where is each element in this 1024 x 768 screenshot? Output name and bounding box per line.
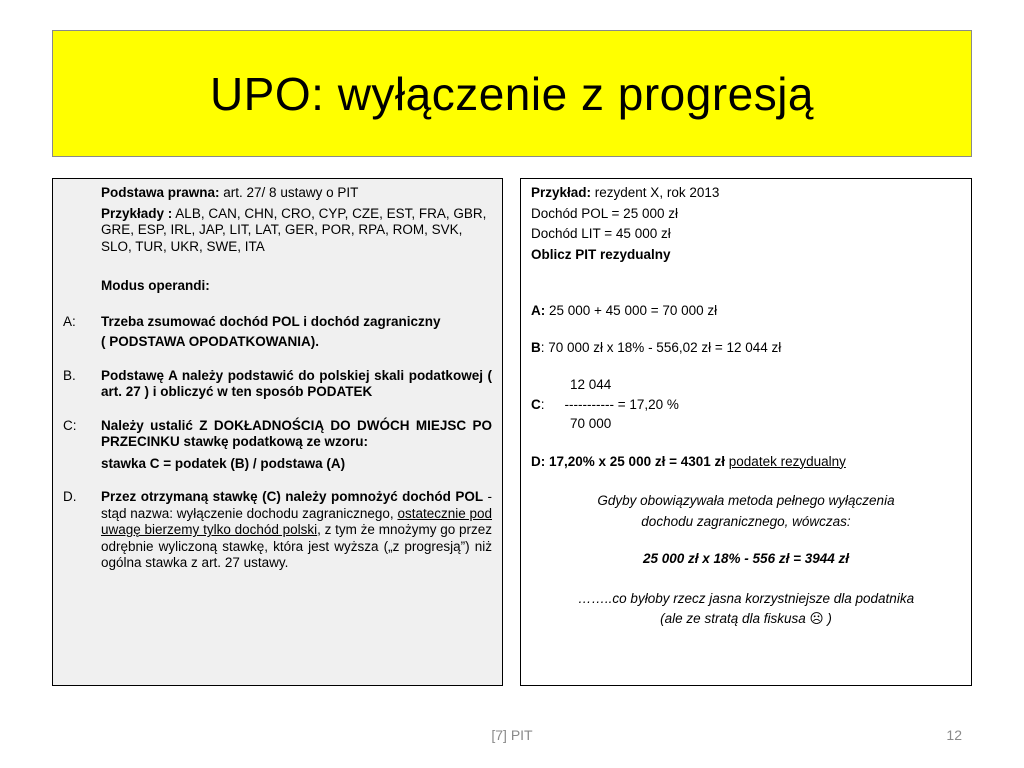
income-lit: Dochód LIT = 45 000 zł (531, 226, 671, 241)
step-d-underlined: ostatecznie pod uwagę bierzemy tylko dochód polski (101, 505, 493, 537)
examples-value: ALB, CAN, CHN, CRO, CYP, CZE, EST, FRA, GBR, GRE, ESP, IRL, JAP, LIT, LAT, GER, POR, RPA, ROM, SVK, SLO, TUR, UKR, SWE, ITA (101, 205, 487, 254)
examples-row (63, 206, 492, 256)
note-line-2: dochodu zagranicznego, wówczas: (641, 513, 851, 529)
full-exemption-calc: 25 000 zł x 18% - 556 zł = 3944 zł (642, 551, 849, 566)
legal-basis-value: art. 27/ 8 ustawy o PIT (219, 185, 359, 200)
fraction-numerator: 12 044 (570, 377, 612, 392)
step-d-bold: Przez otrzymaną stawkę (C) należy pomnożyć dochód POL (101, 489, 484, 504)
left-panel (52, 178, 503, 686)
modus-heading: Modus operandi: (101, 278, 210, 293)
result-a-value: 25 000 + 45 000 = 70 000 zł (545, 303, 718, 318)
note-line-1: Gdyby obowiązywała metoda pełnego wyłączenia (597, 493, 895, 508)
example-label: Przykład: (531, 185, 592, 200)
examples-label: Przykłady : (101, 205, 173, 221)
result-b-label: B (531, 339, 541, 355)
slide-number: 12 (946, 727, 962, 743)
step-c-text: Należy ustalić Z DOKŁADNOŚCIĄ DO DWÓCH MIEJSC PO PRZECINKU stawkę podatkową ze wzoru: (101, 417, 492, 449)
step-a-marker: A: (63, 313, 76, 329)
result-d-bold: D: 17,20% x 25 000 zł = 4301 zł (531, 453, 726, 469)
step-c-formula-row (63, 456, 492, 473)
step-c-marker: C: (63, 417, 77, 433)
fraction-line: ----------- = 17,20 % (564, 396, 679, 412)
step-a (63, 314, 492, 331)
final-line-2 (531, 611, 961, 628)
step-d-marker: D. (63, 489, 77, 504)
result-b (531, 340, 961, 357)
title-box (52, 30, 972, 157)
step-d-text (101, 489, 492, 572)
result-d-underlined: podatek rezydualny (728, 453, 846, 469)
compute-heading: Oblicz PIT rezydualny (531, 246, 671, 262)
modus-row (63, 278, 492, 295)
legal-basis-label: Podstawa prawna: (101, 185, 220, 200)
right-panel (520, 178, 972, 686)
footer-center: [7] PIT (491, 727, 533, 743)
result-d (531, 454, 961, 471)
example-value: rezydent X, rok 2013 (591, 185, 720, 200)
example-line (531, 185, 961, 202)
step-d-plain2: , z tym że mnożymy go przez odrębnie wyliczoną stawkę, która jest wyższa („z progresją”) niż ogólna stawka z art. 27 ustawy. (101, 522, 492, 570)
step-a-text2: ( PODSTAWA OPODATKOWANIA). (101, 334, 319, 349)
step-c (63, 418, 492, 451)
income-pol: Dochód POL = 25 000 zł (531, 205, 678, 221)
step-a-text: Trzeba zsumować dochód POL i dochód zagraniczny (101, 313, 441, 329)
result-c-label: C (531, 396, 541, 412)
step-b-text: Podstawę A należy podstawić do polskiej skali podatkowej ( art. 27 ) i obliczyć w ten sposób PODATEK (101, 367, 492, 399)
slide-title: UPO: wyłączenie z progresją (209, 67, 815, 120)
result-a-label: A: (531, 303, 546, 318)
final-line-1: ……..co byłoby rzecz jasna korzystniejsze dla podatnika (577, 590, 915, 606)
fraction-denominator: 70 000 (570, 416, 612, 431)
result-c (531, 397, 961, 414)
result-a (531, 303, 961, 320)
step-a-continuation (63, 334, 492, 351)
step-d (63, 489, 492, 572)
step-d-plain1: - stąd nazwa: wyłączenie dochodu zagranicznego, (101, 489, 493, 521)
result-b-value: : 70 000 zł x 18% - 556,02 zł = 12 044 zł (540, 339, 782, 355)
step-c-formula: stawka C = podatek (B) / podstawa (A) (101, 455, 346, 471)
result-c-colon: : (540, 396, 545, 412)
legal-basis-row (63, 185, 492, 202)
final-line-2-text: (ale ze stratą dla fiskusa (660, 611, 810, 626)
sad-face-icon: ☹ (809, 611, 824, 626)
step-b-marker: B. (63, 367, 76, 383)
step-b (63, 368, 492, 401)
final-line-2-close: ) (823, 611, 832, 626)
